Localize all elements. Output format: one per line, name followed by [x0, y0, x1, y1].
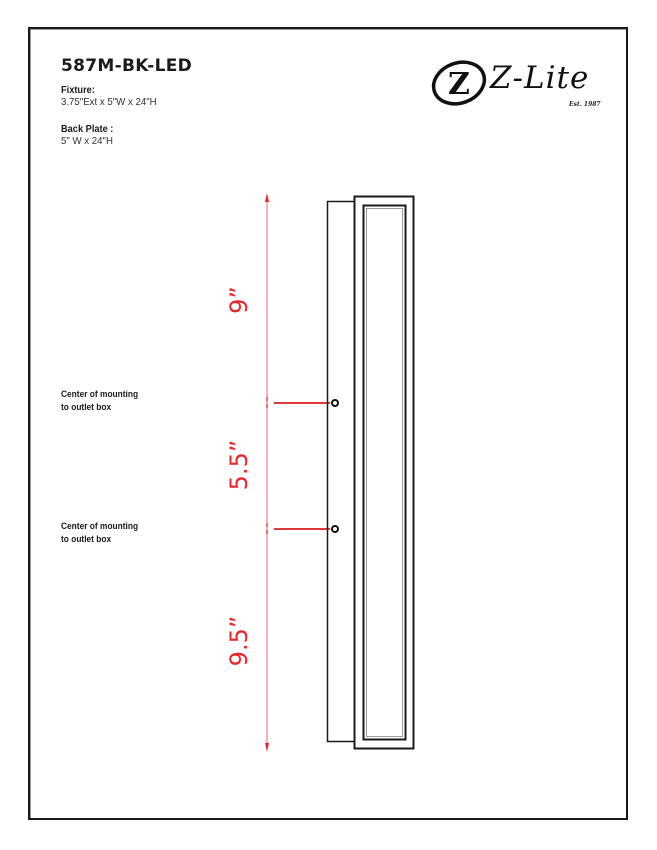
backplate-label: Back Plate :	[61, 123, 114, 135]
back-plate	[328, 202, 355, 742]
arrow-down-icon	[265, 743, 269, 752]
fixture-label: Fixture:	[61, 84, 95, 96]
model-number: 587M-BK-LED	[61, 56, 193, 76]
brand-name: Z-Lite	[490, 60, 590, 96]
fixture-dimensions: 3.75"Ext x 5"W x 24"H	[61, 96, 157, 108]
mounting-note-upper: Center of mounting to outlet box	[61, 389, 139, 413]
svg-text:Z: Z	[448, 67, 470, 102]
mounting-note-lower: Center of mounting to outlet box	[61, 521, 139, 545]
backplate-dimensions: 5" W x 24"H	[61, 135, 113, 147]
brand-established: Est. 1987	[569, 101, 601, 108]
dimension-top: 9”	[225, 286, 253, 314]
mount-point-upper-icon	[332, 400, 338, 406]
mount-point-lower-icon	[332, 526, 338, 532]
dimension-bottom: 9.5”	[225, 615, 253, 667]
arrow-up-icon	[265, 193, 269, 202]
dimension-middle: 5.5”	[225, 439, 253, 491]
